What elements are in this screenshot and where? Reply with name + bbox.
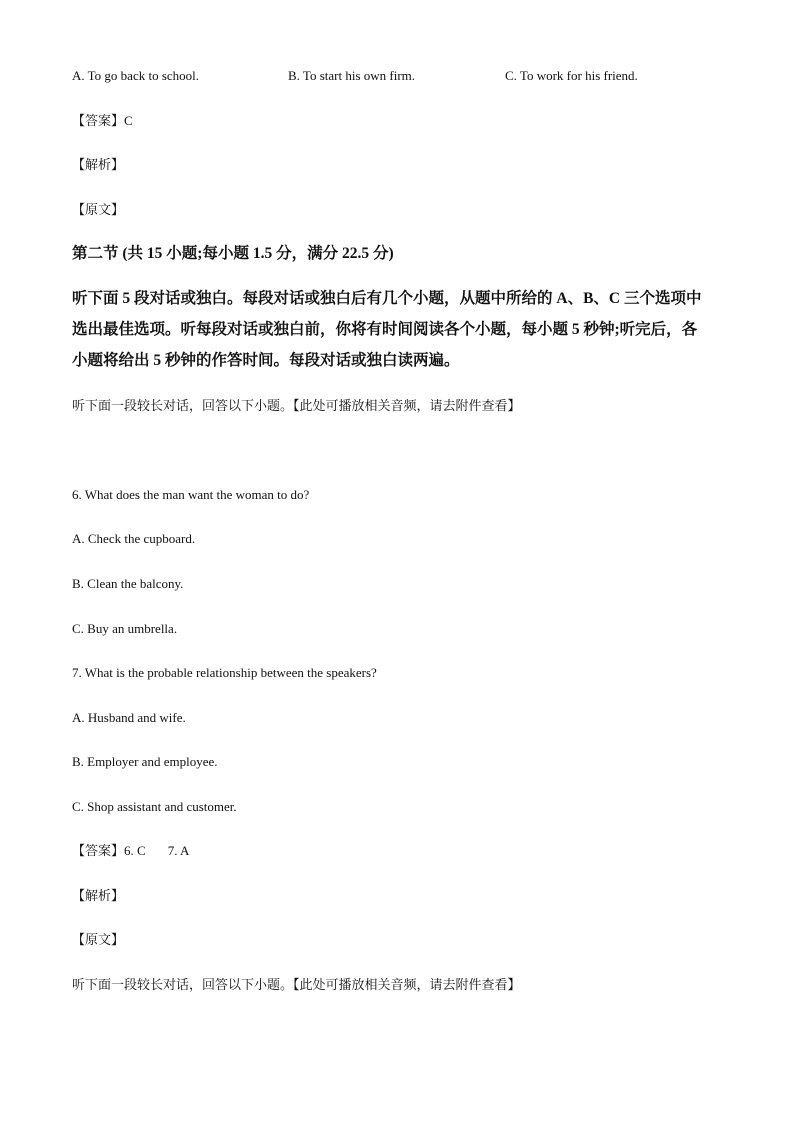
answer-label: 【答案】 (72, 113, 125, 128)
q7-option-c: C. Shop assistant and customer. (72, 799, 237, 814)
answer-value-q6: 6. C (124, 843, 146, 858)
answer-value: C (124, 113, 133, 128)
answer-line-2 (72, 842, 189, 860)
q7-option-a: A. Husband and wife. (72, 710, 186, 725)
analysis-label-1: 【解析】 (72, 157, 125, 172)
listen-prompt-2: 听下面一段较长对话，回答以下小题。【此处可播放相关音频，请去附件查看】 (72, 977, 521, 992)
instructions-line-2: 选出最佳选项。听每段对话或独白前，你将有时间阅读各个小题，每小题 5 秒钟;听完后，各 (72, 321, 698, 338)
q6-option-a: A. Check the cupboard. (72, 531, 196, 546)
q5-option-c: C. To work for his friend. (505, 68, 638, 83)
q6-option-c: C. Buy an umbrella. (72, 621, 178, 636)
original-label-1: 【原文】 (72, 202, 125, 217)
q6-question: 6. What does the man want the woman to do? (72, 487, 310, 502)
analysis-label-2: 【解析】 (72, 888, 125, 903)
answer-line-1 (72, 112, 133, 130)
listen-prompt-1: 听下面一段较长对话，回答以下小题。【此处可播放相关音频，请去附件查看】 (72, 398, 521, 413)
instructions-line-3: 小题将给出 5 秒钟的作答时间。每段对话或独白读两遍。 (72, 352, 460, 369)
q6-option-b: B. Clean the balcony. (72, 576, 184, 591)
instructions-line-1: 听下面 5 段对话或独白。每段对话或独白后有几个小题，从题中所给的 A、B、C 三个选项中 (72, 290, 702, 307)
q5-option-a: A. To go back to school. (72, 68, 200, 83)
answer-label: 【答案】 (72, 843, 125, 858)
q7-option-b: B. Employer and employee. (72, 754, 218, 769)
q5-option-b: B. To start his own firm. (288, 68, 416, 83)
original-label-2: 【原文】 (72, 932, 125, 947)
section-title: 第二节 (共 15 小题;每小题 1.5 分，满分 22.5 分) (72, 245, 394, 262)
q7-question: 7. What is the probable relationship between the speakers? (72, 665, 377, 680)
answer-value-q7: 7. A (167, 843, 190, 858)
q5-options-row (72, 67, 722, 85)
